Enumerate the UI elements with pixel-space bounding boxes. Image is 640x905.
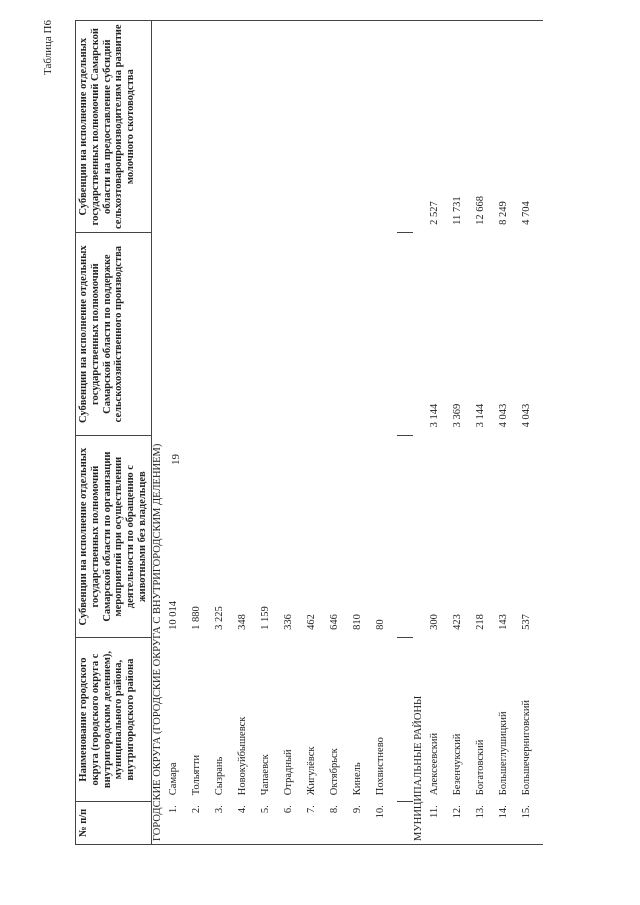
column-header-agriculture-subvention: Субвенции на исполнение отдельных государственных полномочий Самарской области по поддержке сельскохозяйственного производства: [76, 233, 152, 435]
row-s3: 8 249: [497, 21, 520, 233]
row-name: Большеглушицкий: [497, 711, 509, 796]
row-number: 15.: [520, 801, 543, 844]
row-s2: [236, 233, 259, 435]
row-s2: [190, 233, 213, 435]
row-s3: [167, 21, 190, 233]
row-s2: 4 043: [520, 403, 532, 428]
table-row: [259, 21, 282, 845]
row-number: 10.: [374, 801, 397, 844]
row-s2: [328, 233, 351, 435]
table-row: [328, 21, 351, 845]
row-name: Жигулёвск: [305, 746, 317, 796]
row-s2: [374, 233, 397, 435]
row-number: 9.: [351, 801, 374, 844]
row-s2: [351, 233, 374, 435]
table-row: [428, 21, 451, 845]
table-row: [213, 21, 236, 845]
table-row: [282, 21, 305, 845]
row-name: Самара: [167, 762, 179, 796]
section-row-municipal: [413, 21, 428, 845]
row-s1: 336: [282, 614, 294, 630]
column-header-name: Наименование городского округа (городского округа с внутригородским делением), муниципального района, внутригородского района: [76, 638, 152, 801]
table-row: [236, 21, 259, 845]
row-s1: 80: [374, 619, 386, 630]
row-name: Тольятти: [190, 754, 202, 796]
row-number: 12.: [451, 801, 474, 844]
row-s2: [305, 233, 328, 435]
row-s2: 3 144: [474, 403, 486, 428]
row-number: 13.: [474, 801, 497, 844]
table-row: [520, 21, 543, 845]
row-s1: 300: [428, 614, 440, 630]
row-number: 11.: [428, 801, 451, 844]
row-s3: 4 704: [520, 21, 543, 233]
table-row: [351, 21, 374, 845]
row-s1: 218: [474, 614, 486, 630]
row-s1: 810: [351, 614, 363, 630]
row-s2: 4 043: [497, 403, 509, 428]
row-s2: [282, 233, 305, 435]
subvention-table: [75, 20, 543, 845]
row-number: 1.: [167, 801, 190, 844]
row-name: Безенчукский: [451, 733, 463, 796]
column-header-dairy-subvention: Субвенции на исполнение отдельных государственных полномочий Самарской области на предоставление субсидий сельхозтоваропроизводителям на развитие молочного скотоводства: [76, 21, 152, 233]
row-name: Похвистнево: [374, 737, 386, 796]
section-row-urban: [151, 21, 167, 845]
row-s3: [328, 21, 351, 233]
row-s3: [374, 21, 397, 233]
row-name: Большечерниговский: [520, 699, 532, 796]
row-s1: 646: [328, 614, 340, 630]
table-row: [305, 21, 328, 845]
table-row: [497, 21, 520, 845]
row-s3: [213, 21, 236, 233]
row-s1: 423: [451, 614, 463, 630]
row-s1: 1 880: [190, 606, 202, 630]
section-title-urban: ГОРОДСКИЕ ОКРУГА (ГОРОДСКИЕ ОКРУГА С ВНУТРИГОРОДСКИМ ДЕЛЕНИЕМ): [151, 21, 167, 845]
row-number: 8.: [328, 801, 351, 844]
table-row: [451, 21, 474, 845]
row-s2: 3 144: [428, 403, 440, 428]
table-header-row: [76, 21, 152, 845]
row-name: Октябрьск: [328, 748, 340, 796]
row-s3: [351, 21, 374, 233]
row-s1: 348: [236, 614, 248, 630]
row-number: 4.: [236, 801, 259, 844]
row-number: 14.: [497, 801, 520, 844]
row-number: 3.: [213, 801, 236, 844]
row-number: 6.: [282, 801, 305, 844]
row-s1: 537: [520, 614, 532, 630]
table-row: [374, 21, 397, 845]
table-row: [190, 21, 213, 845]
row-name: Алексеевский: [428, 732, 440, 796]
row-number: 2.: [190, 801, 213, 844]
row-s1: 3 225: [213, 606, 225, 630]
row-s1: 10 014: [167, 600, 179, 630]
column-header-number: № п/п: [76, 801, 152, 844]
row-s1: 462: [305, 614, 317, 630]
table-row: [474, 21, 497, 845]
row-name: Кинель: [351, 762, 363, 796]
row-name: Сызрань: [213, 756, 225, 796]
row-name: Богатовский: [474, 739, 486, 796]
table-row: [167, 21, 190, 845]
spacer-row: [397, 21, 413, 845]
row-name: Чапаевск: [259, 754, 271, 796]
table-caption: Таблица П6: [42, 20, 54, 75]
row-s1: 143: [497, 614, 509, 630]
row-s3: [236, 21, 259, 233]
column-header-animals-subvention: Субвенции на исполнение отдельных государственных полномочий Самарской области по организации мероприятий при осуществлении деятельности по обращению с животными без владельцев: [76, 435, 152, 637]
row-s3: 2 527: [428, 21, 451, 233]
row-s3: 12 668: [474, 21, 497, 233]
page-number: 19: [170, 454, 182, 465]
row-number: 5.: [259, 801, 282, 844]
row-s3: [259, 21, 282, 233]
row-s2: [259, 233, 282, 435]
row-name: Новокуйбышевск: [236, 716, 248, 796]
row-s2: 3 369: [451, 403, 463, 428]
row-name: Отрадный: [282, 749, 294, 796]
row-s2: [167, 233, 190, 435]
row-s3: [305, 21, 328, 233]
row-s3: [282, 21, 305, 233]
row-s1: 1 159: [259, 606, 271, 630]
row-number: 7.: [305, 801, 328, 844]
row-s3: 11 731: [451, 21, 474, 233]
row-s3: [190, 21, 213, 233]
section-title-municipal: МУНИЦИПАЛЬНЫЕ РАЙОНЫ: [413, 21, 428, 845]
row-s2: [213, 233, 236, 435]
